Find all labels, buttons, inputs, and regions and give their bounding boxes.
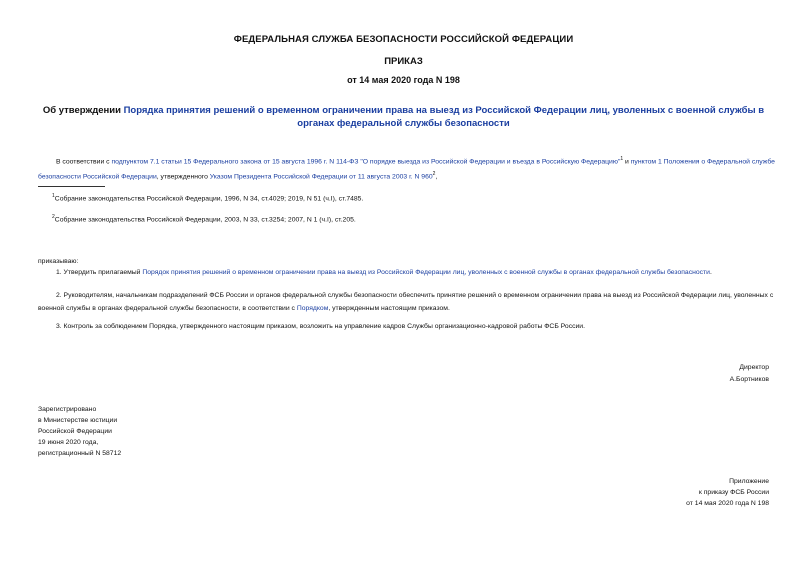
doc-type-heading: ПРИКАЗ <box>384 56 423 67</box>
item-2-text: 2. Руководителям, начальникам подразделений ФСБ России и органов федеральной службы безопасности обеспечить принятие решений о временном ограничении права на выезд из Российской Федерации лиц, уволенных с военной службы в органах федеральной службы безопасности, в соответствии с <box>38 292 774 312</box>
item-1-link[interactable]: Порядок принятия решений о временном ограничении права на выезд из Российской Федерации лиц, уволенных с военной службы в органах федеральной службы безопасности <box>142 269 710 276</box>
preamble-text-2: и <box>623 158 631 166</box>
appendix-line-2: к приказу ФСБ России <box>698 489 769 496</box>
item-2-link[interactable]: Порядком <box>296 305 329 312</box>
registration-line-3: Российской Федерации <box>38 428 112 435</box>
footnote-mark-2: 2 <box>52 214 55 220</box>
preamble-text-4: , <box>435 173 438 181</box>
item-1-text: 1. Утвердить прилагаемый <box>56 269 143 276</box>
item-3: 3. Контроль за соблюдением Порядка, утвержденного настоящим приказом, возложить на управление кадров Службы организационно-кадровой работы ФСБ России. <box>56 323 585 330</box>
item-2-end: , утвержденным настоящим приказом. <box>328 305 450 312</box>
preamble-text-1: В соответствии с <box>56 158 112 166</box>
item-1 <box>38 266 778 279</box>
item-1-end: . <box>709 269 712 276</box>
preamble-text-3: , утвержденного <box>156 173 210 181</box>
title-prefix: Об утверждении <box>42 105 124 116</box>
registration-block <box>38 404 121 459</box>
footnote-ref-1[interactable]: 1 <box>620 156 624 162</box>
order-title <box>30 104 777 130</box>
appendix-line-3: от 14 мая 2020 года N 198 <box>686 500 769 507</box>
footnote-2 <box>52 214 356 223</box>
signature-block <box>730 362 769 386</box>
order-word: приказываю: <box>38 258 79 265</box>
title-link[interactable]: Порядка принятия решений о временном ограничении права на выезд из Российской Федерации лиц, уволенных с военной службы в органах федеральной службы безопасности <box>123 105 765 129</box>
appendix-line-1: Приложение <box>729 478 769 485</box>
agency-heading: ФЕДЕРАЛЬНАЯ СЛУЖБА БЕЗОПАСНОСТИ РОССИЙСКОЙ ФЕДЕРАЦИИ <box>233 34 574 45</box>
footnote-text-2: Собрание законодательства Российской Федерации, 2003, N 33, ст.3254; 2007, N 1 (ч.I), ст.205. <box>54 216 356 224</box>
footnote-1 <box>52 193 363 202</box>
footnote-mark-1: 1 <box>52 193 55 199</box>
registration-line-4: 19 июня 2020 года, <box>38 439 99 446</box>
signature-position: Директор <box>739 364 769 371</box>
preamble <box>38 153 778 184</box>
registration-line-5: регистрационный N 58712 <box>38 450 122 457</box>
preamble-link-law[interactable]: подпунктом 7.1 статьи 15 Федерального закона от 15 августа 1996 г. N 114-ФЗ "О порядке выезда из Российской Федерации и въезда в Российскую Федерацию" <box>111 158 621 166</box>
item-2 <box>38 289 778 315</box>
preamble-link-regulation[interactable]: пунктом 1 Положения о Федеральной службе безопасности Российской Федерации <box>38 158 775 181</box>
signature-name: А.Бортников <box>729 376 769 383</box>
footnote-separator <box>38 186 105 187</box>
appendix-block <box>686 476 769 509</box>
registration-line-2: в Министерстве юстиции <box>38 417 118 424</box>
preamble-link-decree[interactable]: Указом Президента Российской Федерации от 11 августа 2003 г. N 960 <box>209 173 433 181</box>
footnote-ref-2[interactable]: 2 <box>432 171 436 178</box>
registration-line-1: Зарегистрировано <box>38 406 97 413</box>
date-number: от 14 мая 2020 года N 198 <box>347 75 460 85</box>
footnote-text-1: Собрание законодательства Российской Федерации, 1996, N 34, ст.4029; 2019, N 51 (ч.I), ст.7485. <box>54 195 364 203</box>
